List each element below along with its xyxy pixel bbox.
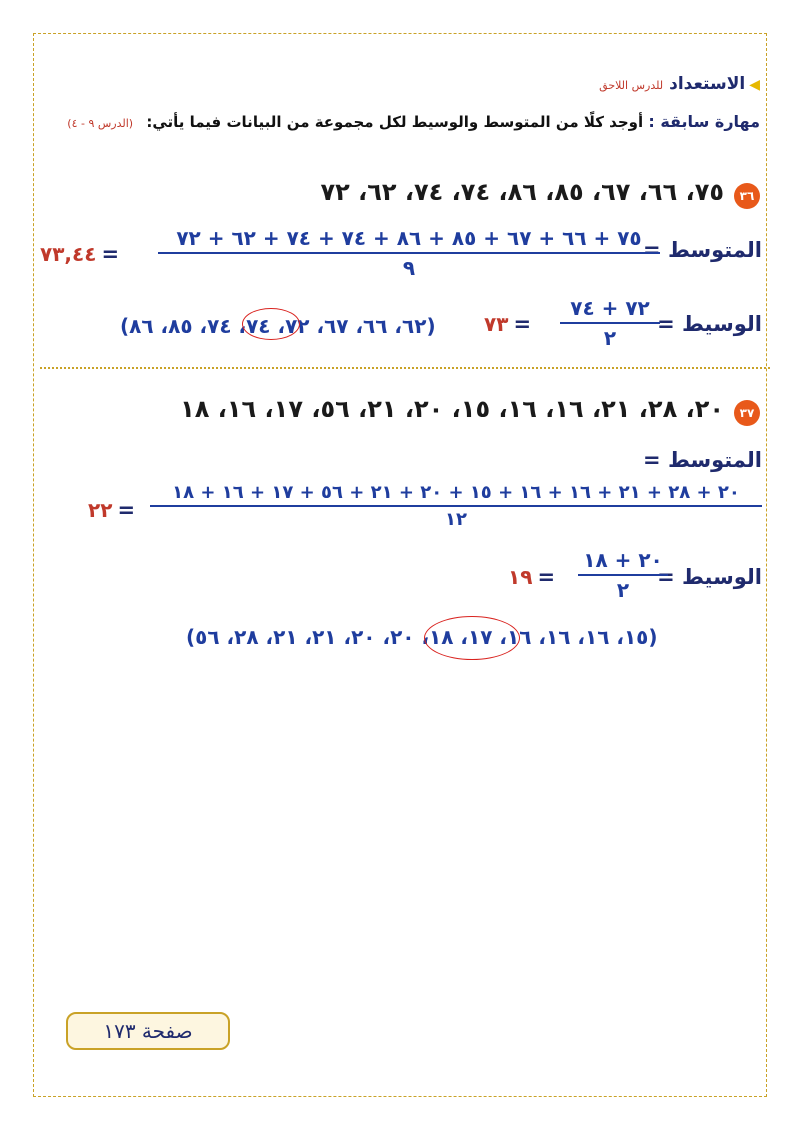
arrow-icon: ◀ bbox=[749, 77, 760, 93]
mean-result-row: ٧٣,٤٤ = bbox=[40, 242, 120, 266]
mean-result-row: ٢٢ = bbox=[88, 498, 136, 522]
median-denominator: ٢ bbox=[603, 326, 617, 350]
mean-numerator: ٢٠ + ٢٨ + ٢١ + ١٦ + ١٦ + ١٥ + ٢٠ + ٢١ + ٥٦ + ١٧ + ١٦ + ١٨ bbox=[150, 482, 762, 507]
median-result: ١٩ bbox=[508, 565, 533, 589]
median-label-row: الوسيط = bbox=[657, 312, 762, 336]
mean-label: المتوسط bbox=[667, 238, 762, 262]
section-title bbox=[599, 74, 760, 94]
mean-label: المتوسط bbox=[667, 448, 762, 472]
mean-result: ٢٢ bbox=[88, 498, 113, 522]
mean-label-row: المتوسط = bbox=[643, 238, 762, 262]
median-label: الوسيط bbox=[682, 565, 762, 589]
median-numerator: ٧٢ + ٧٤ bbox=[560, 296, 660, 324]
skill-label: مهارة سابقة : bbox=[648, 112, 760, 131]
problem-number-badge: ٣٦ bbox=[734, 183, 760, 209]
lesson-ref: (الدرس ٩ - ٤) bbox=[67, 117, 134, 130]
mean-label-row: المتوسط = bbox=[643, 448, 762, 472]
median-circle bbox=[242, 308, 300, 340]
median-result: ٧٣ bbox=[484, 312, 509, 336]
median-fraction bbox=[560, 296, 660, 350]
median-numerator: ٢٠ + ١٨ bbox=[578, 548, 668, 576]
problem-37-data: ٢٠، ٢٨، ٢١، ١٦، ١٦، ١٥، ٢٠، ٢١، ٥٦، ١٧، ١٦، ١٨ bbox=[180, 395, 724, 423]
problem-36-data: ٧٥، ٦٦، ٦٧، ٨٥، ٨٦، ٧٤، ٧٤، ٦٢، ٧٢ bbox=[320, 178, 724, 206]
median-fraction bbox=[578, 548, 668, 602]
mean-fraction bbox=[150, 482, 762, 530]
median-denominator: ٢ bbox=[616, 578, 630, 602]
median-label-row: الوسيط = bbox=[657, 565, 762, 589]
mean-fraction bbox=[158, 226, 660, 280]
mean-denominator: ٩ bbox=[402, 256, 416, 280]
sorted-data-36: (٦٢، ٦٦، ٦٧، ٧٢، ٧٤، ٧٤، ٨٥، ٨٦) bbox=[120, 314, 436, 338]
mean-denominator: ١٢ bbox=[445, 509, 467, 530]
divider bbox=[40, 367, 770, 369]
median-result-row: ١٩ = bbox=[508, 565, 556, 589]
subtitle-text: للدرس اللاحق bbox=[599, 79, 664, 92]
median-label: الوسيط bbox=[682, 312, 762, 336]
skill-instruction: أوجد كلًا من المتوسط والوسيط لكل مجموعة من البيانات فيما يأتي: bbox=[146, 113, 644, 131]
median-circle bbox=[424, 616, 520, 660]
problem-37-data-row bbox=[180, 395, 760, 426]
problem-number-badge: ٣٧ bbox=[734, 400, 760, 426]
median-result-row: ٧٣ = bbox=[484, 312, 532, 336]
page-number-box: صفحة ١٧٣ bbox=[66, 1012, 230, 1050]
title-text: الاستعداد bbox=[669, 74, 746, 94]
mean-numerator: ٧٥ + ٦٦ + ٦٧ + ٨٥ + ٨٦ + ٧٤ + ٧٤ + ٦٢ + ٧٢ bbox=[158, 226, 660, 254]
mean-result: ٧٣,٤٤ bbox=[40, 242, 97, 266]
problem-36-data-row bbox=[320, 178, 760, 209]
skill-line bbox=[67, 112, 760, 131]
sorted-data-37: (١٥، ١٦، ١٦، ١٦، ١٧، ١٨، ٢٠، ٢٠، ٢١، ٢١، ٢٨، ٥٦) bbox=[186, 625, 658, 649]
